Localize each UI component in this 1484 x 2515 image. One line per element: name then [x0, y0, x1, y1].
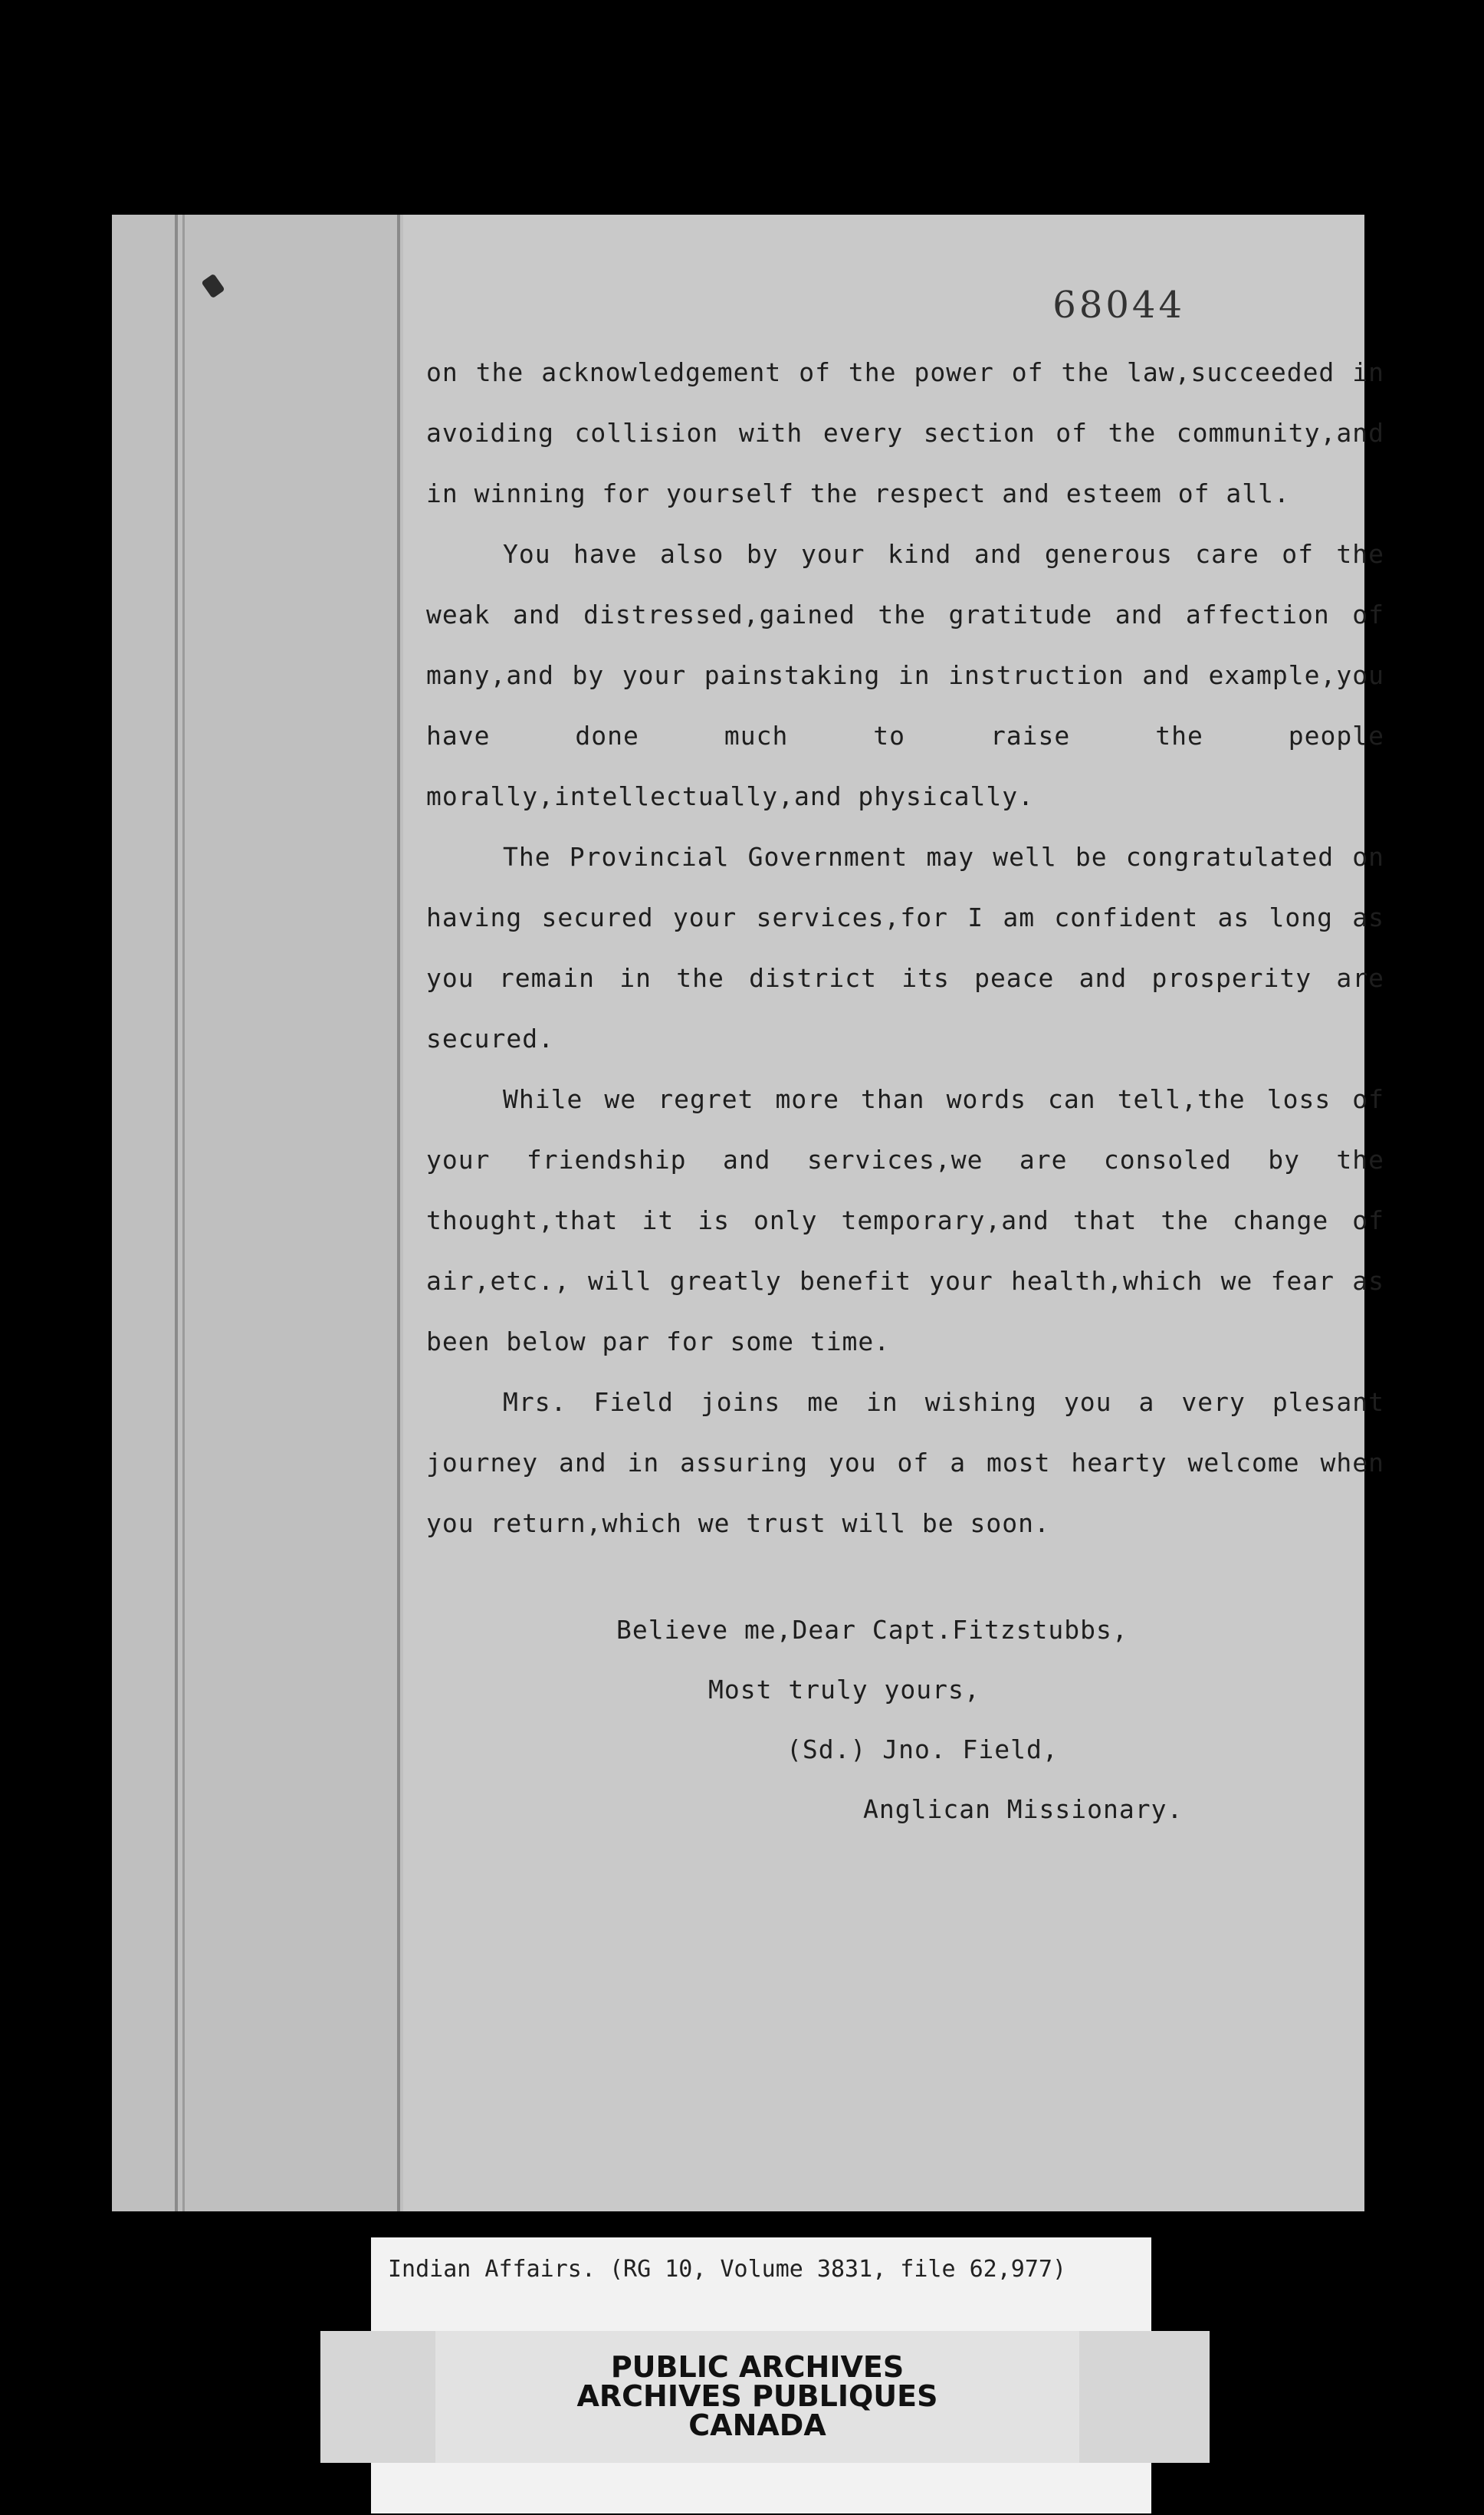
document-number: 68044 — [1052, 284, 1185, 327]
archive-label-card — [371, 2237, 1151, 2513]
left-margin-band — [112, 215, 403, 2211]
archive-stamp — [435, 2331, 1079, 2463]
letter-body — [426, 342, 1384, 1553]
closing-valediction: Most truly yours, — [708, 1675, 980, 1705]
paragraph-2: You have also by your kind and generous care of the weak and distressed,gained the gratitude and affection of many,and by your painstaking in instruction and example,you have done much to raise the people morally,intellectually,and physically. — [426, 539, 1384, 811]
stamp-line-1: PUBLIC ARCHIVES — [610, 2350, 905, 2384]
margin-rule-inner — [182, 215, 185, 2211]
margin-rule-outer — [175, 215, 178, 2211]
archive-stamp-text — [435, 2352, 1079, 2440]
margin-rule-text — [397, 215, 400, 2211]
archive-stamp-strip — [320, 2331, 1210, 2463]
document-page — [112, 215, 1384, 2211]
closing-signature: (Sd.) Jno. Field, — [786, 1734, 1059, 1764]
closing-title: Anglican Missionary. — [863, 1794, 1184, 1824]
archive-citation: Indian Affairs. (RG 10, Volume 3831, file 62,977) — [388, 2256, 1067, 2283]
stamp-line-2: ARCHIVES PUBLIQUES — [576, 2379, 938, 2413]
stamp-line-3: CANADA — [688, 2408, 826, 2442]
paragraph-3: The Provincial Government may well be congratulated on having secured your services,for I am confident as long as you remain in the district its peace and prosperity are secured. — [426, 842, 1384, 1054]
closing-salutation: Believe me,Dear Capt.Fitzstubbs, — [616, 1615, 1128, 1645]
paragraph-4: While we regret more than words can tell,the loss of your friendship and services,we are consoled by the thought,that it is only temporary,and that the change of air,etc., will greatly benefit your health,which we fear as been below par for some time. — [426, 1084, 1384, 1356]
paragraph-1: on the acknowledgement of the power of the law,succeeded in avoiding collision with every section of the community,and in winning for yourself the respect and esteem of all. — [426, 357, 1384, 508]
paragraph-5: Mrs. Field joins me in wishing you a very plesant journey and in assuring you of a most hearty welcome when you return,which we trust will be soon. — [426, 1387, 1384, 1538]
